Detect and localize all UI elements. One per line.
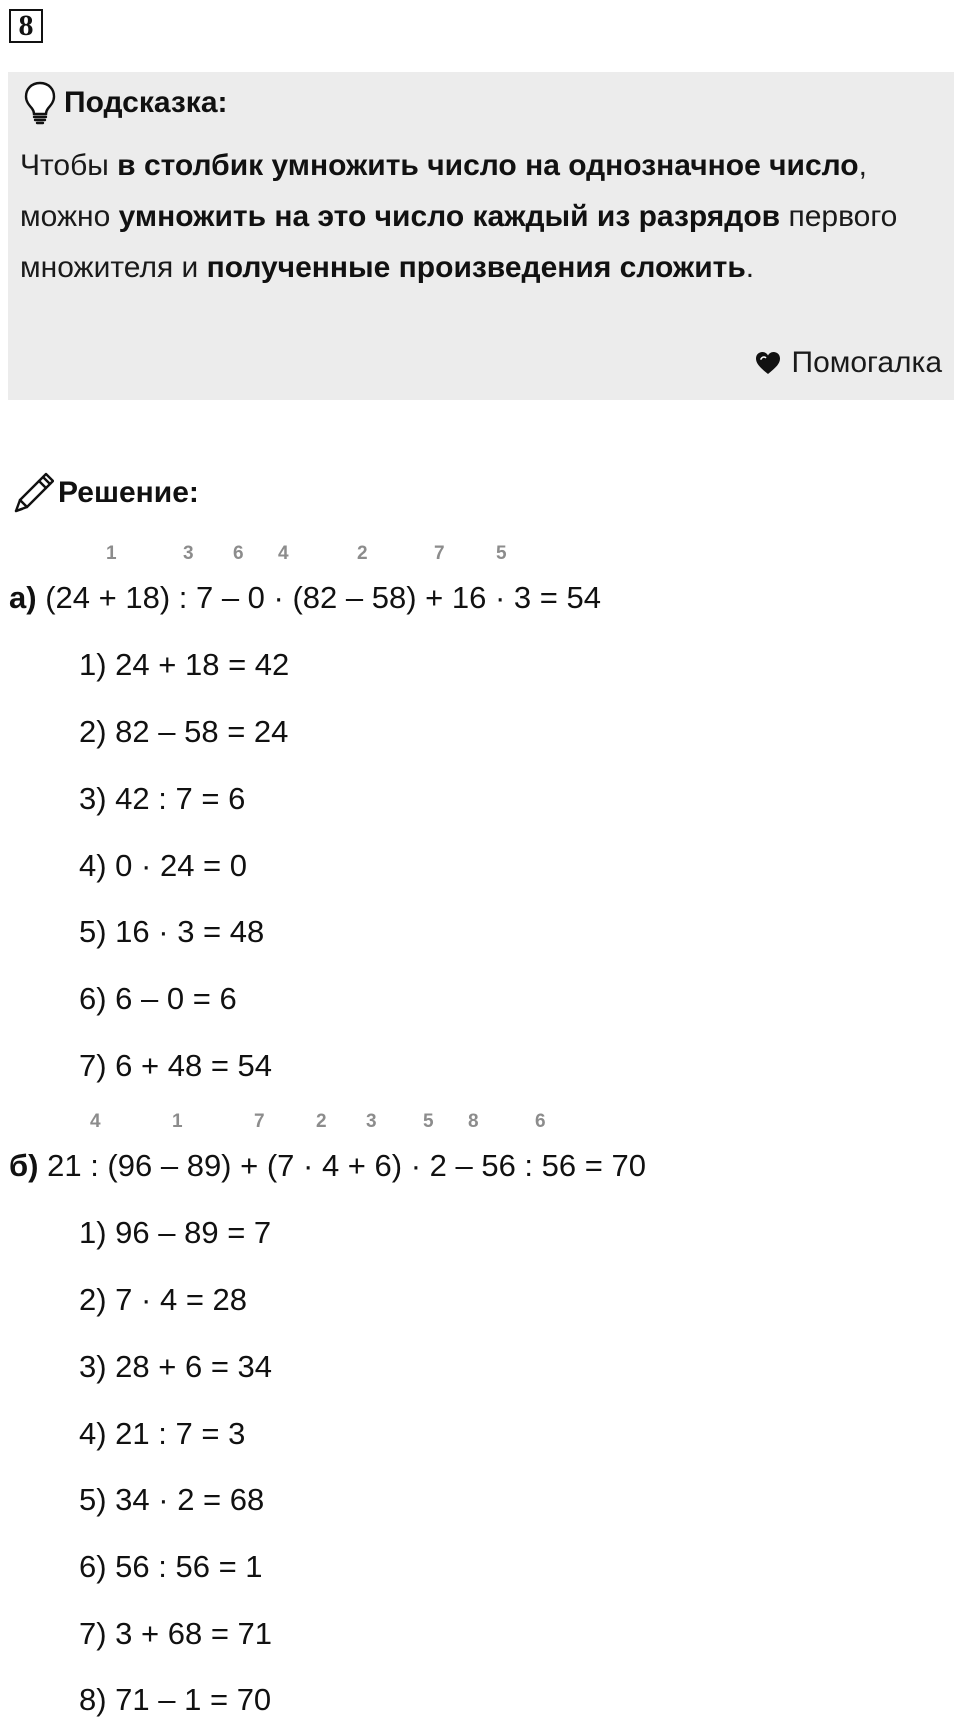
operation-order-number: 6 [535,1111,546,1132]
expression-text: 21 : (96 – 89) + (7 · 4 + 6) · 2 – 56 : 56 = 70 [47,1148,646,1183]
solution-step: 5) 34 · 2 = 68 [79,1482,265,1517]
part-label: а) [9,580,37,615]
hint-title: Подсказка: [64,86,228,119]
solution-title: Решение: [58,476,199,509]
heart-icon [754,349,782,377]
operation-order-number: 1 [106,543,117,564]
solution-step: 1) 24 + 18 = 42 [79,647,290,682]
solution-header [12,470,199,516]
operation-order-number: 4 [278,543,289,564]
operation-order-number: 3 [366,1111,377,1132]
operation-order-number: 5 [423,1111,434,1132]
operation-order-number: 3 [183,543,194,564]
operation-order-number: 1 [172,1111,183,1132]
operation-order-number: 7 [254,1111,265,1132]
lightbulb-icon [22,80,58,126]
expression-a [9,578,601,618]
hint-text-bold: полученные произведения сложить [206,251,746,284]
pencil-icon [12,471,54,515]
hint-box [8,72,954,400]
operation-order-number: 7 [434,543,445,564]
credit-label: Помогалка [791,346,942,379]
part-label: б) [9,1148,39,1183]
hint-text [20,140,930,293]
solution-step: 4) 21 : 7 = 3 [79,1416,246,1451]
solution-step: 5) 16 · 3 = 48 [79,914,265,949]
operation-order-number: 8 [468,1111,479,1132]
credit [754,346,943,380]
solution-step: 8) 71 – 1 = 70 [79,1682,272,1717]
operation-order-number: 4 [90,1111,101,1132]
hint-text-part: Чтобы [20,149,118,182]
operation-order-number: 5 [496,543,507,564]
solution-step: 4) 0 · 24 = 0 [79,848,248,883]
hint-header [22,80,228,126]
solution-step: 6) 56 : 56 = 1 [79,1549,263,1584]
task-number: 8 [9,9,43,43]
expression-text: (24 + 18) : 7 – 0 · (82 – 58) + 16 · 3 = 54 [45,580,601,615]
hint-text-bold: умножить на это число каждый из разрядов [118,200,781,233]
operation-order-number: 2 [316,1111,327,1132]
solution-step: 6) 6 – 0 = 6 [79,981,237,1016]
operation-order-number: 6 [233,543,244,564]
solution-step: 3) 42 : 7 = 6 [79,781,246,816]
expression-b [9,1146,646,1186]
solution-step: 2) 82 – 58 = 24 [79,714,289,749]
solution-step: 1) 96 – 89 = 7 [79,1215,272,1250]
hint-text-part: , можно [20,149,867,233]
solution-step: 2) 7 · 4 = 28 [79,1282,248,1317]
hint-text-bold: в столбик умножить число на однозначное число [117,149,859,182]
solution-step: 7) 6 + 48 = 54 [79,1048,273,1083]
hint-text-part: . [745,251,755,284]
solution-step: 7) 3 + 68 = 71 [79,1616,273,1651]
operation-order-number: 2 [357,543,368,564]
hint-text-part: первого множителя и [20,200,898,284]
solution-step: 3) 28 + 6 = 34 [79,1349,273,1384]
